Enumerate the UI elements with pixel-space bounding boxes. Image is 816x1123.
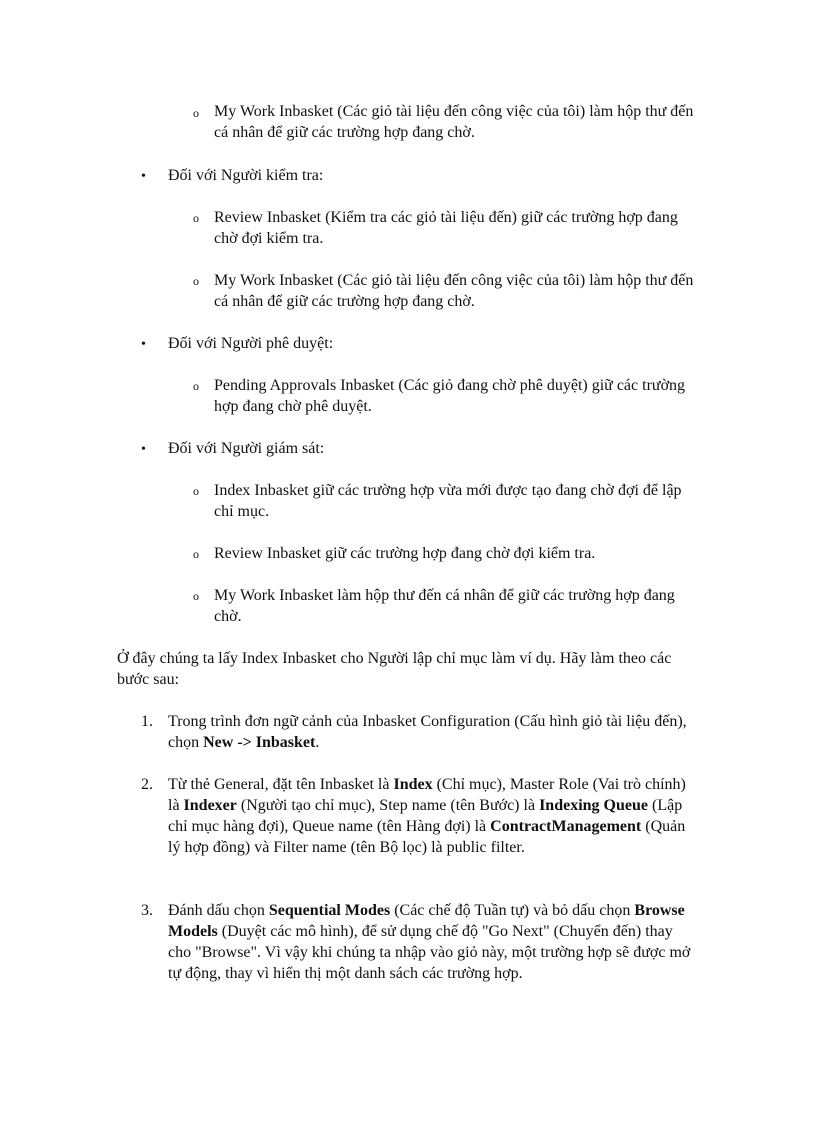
- sub-list-item: Pending Approvals Inbasket (Các giỏ đang chờ phê duyệt) giữ các trường hợp đang chờ phê duyệt.: [214, 377, 686, 415]
- sub-bullet-marker: o: [193, 589, 199, 603]
- sub-bullet-marker: o: [193, 211, 199, 225]
- step-number: 3.: [141, 902, 153, 919]
- step-1-text: Trong trình đơn ngữ cảnh của Inbasket Configuration (Cấu hình giỏ tài liệu đến), chọn New -> Inbasket.: [168, 713, 687, 751]
- sub-list-item: Review Inbasket (Kiểm tra các giỏ tài liệu đến) giữ các trường hợp đang chờ đợi kiểm tra.: [214, 209, 678, 247]
- step-number: 1.: [141, 713, 153, 730]
- sub-bullet-marker: o: [193, 274, 199, 288]
- sub-bullet-marker: o: [193, 547, 199, 561]
- bullet-marker: •: [141, 442, 146, 457]
- sub-bullet-marker: o: [193, 106, 199, 120]
- step-3-text: Đánh dấu chọn Sequential Modes (Các chế độ Tuần tự) và bỏ dấu chọn Browse Models (Duyệt các mô hình), để sử dụng chế độ "Go Next" (Chuyển đến) thay cho "Browse". Vì vậy khi chúng ta nhập vào giỏ này, một trường hợp sẽ được mở tự động, thay vì hiển thị một danh sách các trường hợp.: [168, 902, 691, 982]
- step-number: 2.: [141, 776, 153, 793]
- bullet-marker: •: [141, 169, 146, 184]
- intro-paragraph: Ở đây chúng ta lấy Index Inbasket cho Người lập chỉ mục làm ví dụ. Hãy làm theo các bước sau:: [117, 650, 672, 688]
- sub-bullet-marker: o: [193, 379, 199, 393]
- sub-list-item: Review Inbasket giữ các trường hợp đang chờ đợi kiểm tra.: [214, 545, 596, 562]
- role-heading-reviewer: Đối với Người kiểm tra:: [168, 167, 324, 184]
- bullet-marker: •: [141, 337, 146, 352]
- sub-list-item: My Work Inbasket (Các giỏ tài liệu đến công việc của tôi) làm hộp thư đến cá nhân để giữ các trường hợp đang chờ.: [214, 272, 694, 310]
- sub-list-item: Index Inbasket giữ các trường hợp vừa mới được tạo đang chờ đợi để lập chỉ mục.: [214, 482, 682, 520]
- step-2-text: Từ thẻ General, đặt tên Inbasket là Index (Chỉ mục), Master Role (Vai trò chính) là Indexer (Người tạo chỉ mục), Step name (tên Bước) là Indexing Queue (Lập chỉ mục hàng đợi), Queue name (tên Hàng đợi) là ContractManagement (Quản lý hợp đồng) và Filter name (tên Bộ lọc) là public filter.: [168, 776, 686, 856]
- sub-list-item: My Work Inbasket (Các giỏ tài liệu đến công việc của tôi) làm hộp thư đến cá nhân để giữ các trường hợp đang chờ.: [214, 103, 694, 141]
- sub-list-item: My Work Inbasket làm hộp thư đến cá nhân để giữ các trường hợp đang chờ.: [214, 587, 675, 625]
- role-heading-approver: Đối với Người phê duyệt:: [168, 335, 334, 352]
- sub-bullet-marker: o: [193, 484, 199, 498]
- role-heading-supervisor: Đối với Người giám sát:: [168, 440, 325, 457]
